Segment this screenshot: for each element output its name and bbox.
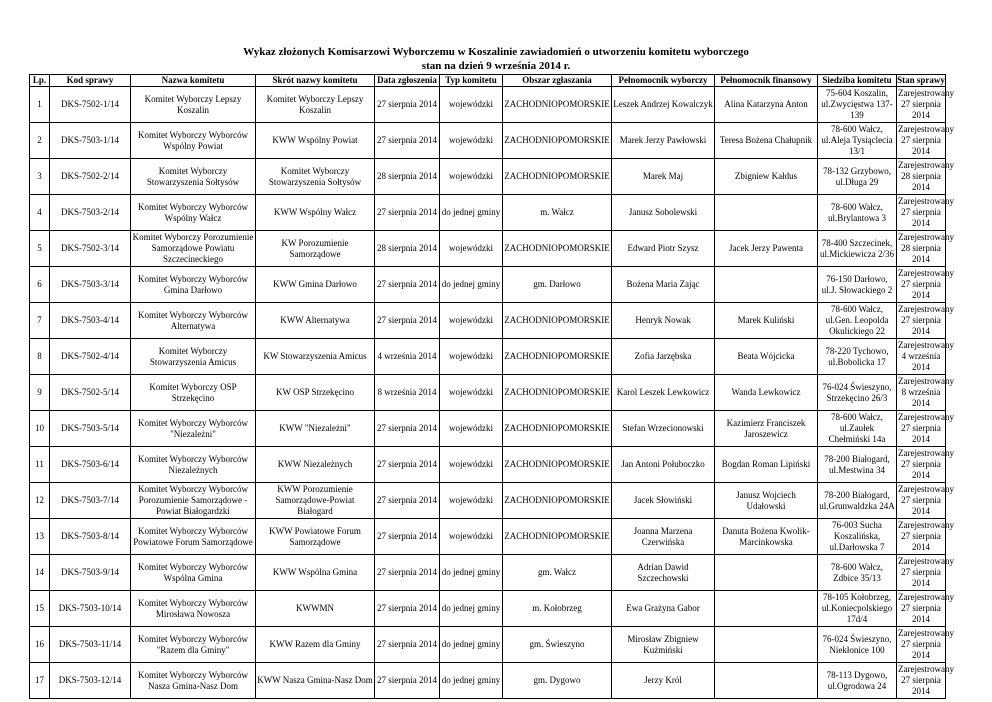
cell-committee-name: Komitet Wyborczy Wyborców Nasza Gmina-Nasz Dom [131, 663, 256, 699]
cell-election-agent: Mirosław Zbigniew Kuźmiński [612, 627, 715, 663]
cell-case-code: DKS-7503-5/14 [50, 411, 131, 447]
column-header-committee-type: Typ komitetu [440, 75, 503, 87]
cell-election-agent: Adrian Dawid Szczechowski [612, 555, 715, 591]
cell-area: ZACHODNIOPOMORSKIE [503, 519, 612, 555]
table-body [30, 87, 954, 699]
cell-area: gm. Świeszyno [503, 627, 612, 663]
table-row [30, 591, 946, 627]
cell-election-agent: Jan Antoni Połuboczko [612, 447, 715, 483]
table-row [30, 123, 946, 159]
cell-committee-name: Komitet Wyborczy Wyborców Mirosława Nowosza [131, 591, 256, 627]
cell-short-name: KWW Niezależnych [256, 447, 375, 483]
cell-committee-type: wojewódzki [440, 123, 503, 159]
cell-short-name: Komitet Wyborczy Lepszy Koszalin [256, 87, 375, 123]
cell-lp: 3 [30, 159, 50, 195]
cell-lp: 8 [30, 339, 50, 375]
cell-submission-date: 28 sierpnia 2014 [375, 231, 440, 267]
cell-election-agent: Henryk Nowak [612, 303, 715, 339]
cell-committee-type: do jednej gminy [440, 555, 503, 591]
cell-short-name: KW OSP Strzekęcino [256, 375, 375, 411]
cell-status: Zarejestrowany 8 września 2014 [897, 375, 946, 411]
cell-committee-type: wojewódzki [440, 411, 503, 447]
document-subtitle: stan na dzień 9 września 2014 r. [421, 60, 571, 72]
cell-lp: 6 [30, 267, 50, 303]
cell-submission-date: 27 sierpnia 2014 [375, 627, 440, 663]
cell-financial-agent: Alina Katarzyna Anton [715, 87, 818, 123]
table-row [30, 447, 946, 483]
cell-election-agent: Janusz Sobolewski [612, 195, 715, 231]
cell-submission-date: 27 sierpnia 2014 [375, 519, 440, 555]
cell-election-agent: Karol Leszek Lewkowicz [612, 375, 715, 411]
cell-short-name: KWW Wspólny Wałcz [256, 195, 375, 231]
cell-status: Zarejestrowany 27 sierpnia 2014 [897, 483, 946, 519]
cell-election-agent: Jacek Słowiński [612, 483, 715, 519]
cell-short-name: KWW Wspólna Gmina [256, 555, 375, 591]
cell-committee-name: Komitet Wyborczy Wyborców Porozumienie Samorządowe - Powiat Białogardzki [131, 483, 256, 519]
table-row [30, 411, 946, 447]
cell-committee-name: Komitet Wyborczy Wyborców Wspólny Wałcz [131, 195, 256, 231]
cell-status: Zarejestrowany 27 sierpnia 2014 [897, 447, 946, 483]
cell-case-code: DKS-7503-2/14 [50, 195, 131, 231]
cell-financial-agent: Bogdan Roman Lipiński [715, 447, 818, 483]
cell-financial-agent: Janusz Wojciech Udałowski [715, 483, 818, 519]
cell-committee-type: wojewódzki [440, 159, 503, 195]
cell-committee-name: Komitet Wyborczy Stowarzyszenia Amicus [131, 339, 256, 375]
cell-committee-type: wojewódzki [440, 447, 503, 483]
header-row [30, 75, 946, 87]
cell-status: Zarejestrowany 27 sierpnia 2014 [897, 663, 946, 699]
cell-seat: 76-024 Świeszyno, Strzekęcino 26/3 [818, 375, 897, 411]
cell-committee-type: do jednej gminy [440, 591, 503, 627]
cell-status: Zarejestrowany 27 sierpnia 2014 [897, 411, 946, 447]
table-row [30, 483, 946, 519]
cell-area: ZACHODNIOPOMORSKIE [503, 87, 612, 123]
cell-case-code: DKS-7502-5/14 [50, 375, 131, 411]
column-header-committee-name: Nazwa komitetu [131, 75, 256, 87]
cell-case-code: DKS-7503-12/14 [50, 663, 131, 699]
column-header-financial-agent: Pełnomocnik finansowy [715, 75, 818, 87]
table-row [30, 195, 946, 231]
cell-election-agent: Leszek Andrzej Kowalczyk [612, 87, 715, 123]
cell-lp: 15 [30, 591, 50, 627]
cell-election-agent: Marek Jerzy Pawłowski [612, 123, 715, 159]
cell-committee-type: wojewódzki [440, 375, 503, 411]
cell-area: m. Kołobrzeg [503, 591, 612, 627]
column-header-lp: Lp. [30, 75, 50, 87]
cell-financial-agent [715, 663, 818, 699]
cell-lp: 1 [30, 87, 50, 123]
cell-case-code: DKS-7503-4/14 [50, 303, 131, 339]
cell-case-code: DKS-7503-10/14 [50, 591, 131, 627]
cell-election-agent: Marek Maj [612, 159, 715, 195]
cell-area: ZACHODNIOPOMORSKIE [503, 447, 612, 483]
cell-short-name: KW Porozumienie Samorządowe [256, 231, 375, 267]
cell-submission-date: 27 sierpnia 2014 [375, 663, 440, 699]
cell-submission-date: 8 września 2014 [375, 375, 440, 411]
cell-committee-name: Komitet Wyborczy OSP Strzekęcino [131, 375, 256, 411]
cell-seat: 78-600 Wałcz, ul.Aleja Tysiąclecia 13/1 [818, 123, 897, 159]
cell-short-name: KWW Porozumienie Samorządowe-Powiat Białogard [256, 483, 375, 519]
cell-lp: 4 [30, 195, 50, 231]
table-row [30, 87, 946, 123]
cell-seat: 78-600 Wałcz, ul.Zaułek Chełmiński 14a [818, 411, 897, 447]
cell-financial-agent: Beata Wójcicka [715, 339, 818, 375]
cell-short-name: Komitet Wyborczy Stowarzyszenia Sołtysów [256, 159, 375, 195]
column-header-case-code: Kod sprawy [50, 75, 131, 87]
cell-submission-date: 27 sierpnia 2014 [375, 303, 440, 339]
cell-lp: 12 [30, 483, 50, 519]
cell-area: ZACHODNIOPOMORSKIE [503, 303, 612, 339]
cell-seat: 75-604 Koszalin, ul.Zwycięstwa 137-139 [818, 87, 897, 123]
cell-short-name: KWW Nasza Gmina-Nasz Dom [256, 663, 375, 699]
cell-committee-name: Komitet Wyborczy Lepszy Koszalin [131, 87, 256, 123]
column-header-short-name: Skrót nazwy komitetu [256, 75, 375, 87]
cell-status: Zarejestrowany 28 sierpnia 2014 [897, 159, 946, 195]
cell-election-agent: Bożena Maria Zając [612, 267, 715, 303]
table-row [30, 159, 946, 195]
cell-seat: 78-200 Białogard, ul.Mestwina 34 [818, 447, 897, 483]
cell-seat: 78-600 Wałcz, Zdbice 35/13 [818, 555, 897, 591]
cell-financial-agent: Teresa Bożena Chałupnik [715, 123, 818, 159]
cell-short-name: KWW Powiatowe Forum Samorządowe [256, 519, 375, 555]
cell-committee-type: wojewódzki [440, 231, 503, 267]
cell-case-code: DKS-7502-3/14 [50, 231, 131, 267]
cell-election-agent: Ewa Grażyna Gabor [612, 591, 715, 627]
cell-area: gm. Dygowo [503, 663, 612, 699]
cell-seat: 78-105 Kołobrzeg, ul.Koniecpolskiego 17d/4 [818, 591, 897, 627]
cell-election-agent: Jerzy Król [612, 663, 715, 699]
cell-status: Zarejestrowany 27 sierpnia 2014 [897, 123, 946, 159]
table-row [30, 303, 946, 339]
cell-seat: 78-600 Wałcz, ul.Gen. Leopolda Okulickiego 22 [818, 303, 897, 339]
cell-case-code: DKS-7503-7/14 [50, 483, 131, 519]
column-header-submission-date: Data zgłoszenia [375, 75, 440, 87]
table-row [30, 519, 946, 555]
table-row [30, 267, 946, 303]
cell-committee-name: Komitet Wyborczy Stowarzyszenia Sołtysów [131, 159, 256, 195]
cell-committee-type: do jednej gminy [440, 627, 503, 663]
cell-committee-name: Komitet Wyborczy Wyborców Wspólna Gmina [131, 555, 256, 591]
cell-status: Zarejestrowany 28 sierpnia 2014 [897, 231, 946, 267]
document-title: Wykaz złożonych Komisarzowi Wyborczemu w Koszalinie zawiadomień o utworzeniu komitetu wyborczego [243, 46, 749, 58]
cell-seat: 76-150 Darłowo, ul.J. Słowackiego 2 [818, 267, 897, 303]
cell-committee-name: Komitet Wyborczy Wyborców Gmina Darłowo [131, 267, 256, 303]
cell-submission-date: 27 sierpnia 2014 [375, 555, 440, 591]
cell-short-name: KW Stowarzyszenia Amicus [256, 339, 375, 375]
cell-short-name: KWWMN [256, 591, 375, 627]
cell-short-name: KWW Wspólny Powiat [256, 123, 375, 159]
cell-lp: 7 [30, 303, 50, 339]
cell-financial-agent: Jacek Jerzy Pawenta [715, 231, 818, 267]
cell-financial-agent: Wanda Lewkowicz [715, 375, 818, 411]
cell-committee-type: do jednej gminy [440, 267, 503, 303]
cell-case-code: DKS-7503-3/14 [50, 267, 131, 303]
cell-committee-type: wojewódzki [440, 339, 503, 375]
cell-status: Zarejestrowany 27 sierpnia 2014 [897, 627, 946, 663]
column-header-status: Stan sprawy [897, 75, 945, 85]
table-row [30, 231, 946, 267]
cell-short-name: KWW Gmina Darłowo [256, 267, 375, 303]
cell-financial-agent: Kazimierz Franciszek Jaroszewicz [715, 411, 818, 447]
cell-financial-agent: Danuta Bożena Kwolik-Marcinkowska [715, 519, 818, 555]
cell-case-code: DKS-7503-9/14 [50, 555, 131, 591]
cell-case-code: DKS-7502-4/14 [50, 339, 131, 375]
cell-lp: 5 [30, 231, 50, 267]
cell-submission-date: 28 sierpnia 2014 [375, 159, 440, 195]
cell-submission-date: 27 sierpnia 2014 [375, 411, 440, 447]
cell-area: gm. Darłowo [503, 267, 612, 303]
cell-case-code: DKS-7503-8/14 [50, 519, 131, 555]
cell-status: Zarejestrowany 4 września 2014 [897, 339, 946, 375]
cell-status: Zarejestrowany 27 sierpnia 2014 [897, 87, 946, 123]
cell-committee-type: wojewódzki [440, 303, 503, 339]
cell-committee-name: Komitet Wyborczy Wyborców Powiatowe Forum Samorządowe [131, 519, 256, 555]
cell-case-code: DKS-7502-1/14 [50, 87, 131, 123]
cell-lp: 10 [30, 411, 50, 447]
column-header-election-agent: Pełnomocnik wyborczy [612, 75, 715, 87]
cell-area: ZACHODNIOPOMORSKIE [503, 339, 612, 375]
table-row [30, 627, 946, 663]
cell-submission-date: 4 września 2014 [375, 339, 440, 375]
cell-status: Zarejestrowany 27 sierpnia 2014 [897, 303, 946, 339]
cell-submission-date: 27 sierpnia 2014 [375, 591, 440, 627]
cell-financial-agent: Zbigniew Kałdus [715, 159, 818, 195]
cell-committee-type: wojewódzki [440, 87, 503, 123]
cell-status: Zarejestrowany 27 sierpnia 2014 [897, 519, 946, 555]
cell-submission-date: 27 sierpnia 2014 [375, 123, 440, 159]
cell-case-code: DKS-7503-6/14 [50, 447, 131, 483]
cell-submission-date: 27 sierpnia 2014 [375, 267, 440, 303]
cell-financial-agent [715, 591, 818, 627]
cell-committee-name: Komitet Wyborczy Wyborców "Niezależni" [131, 411, 256, 447]
cell-status: Zarejestrowany 27 sierpnia 2014 [897, 267, 946, 303]
cell-area: ZACHODNIOPOMORSKIE [503, 231, 612, 267]
cell-area: ZACHODNIOPOMORSKIE [503, 123, 612, 159]
cell-case-code: DKS-7502-2/14 [50, 159, 131, 195]
cell-area: ZACHODNIOPOMORSKIE [503, 483, 612, 519]
cell-committee-name: Komitet Wyborczy Wyborców Niezależnych [131, 447, 256, 483]
table-row [30, 555, 946, 591]
cell-submission-date: 27 sierpnia 2014 [375, 447, 440, 483]
cell-lp: 16 [30, 627, 50, 663]
cell-lp: 9 [30, 375, 50, 411]
cell-committee-type: wojewódzki [440, 483, 503, 519]
cell-lp: 13 [30, 519, 50, 555]
column-header-seat: Siedziba komitetu [818, 75, 897, 87]
cell-financial-agent [715, 555, 818, 591]
table-row [30, 375, 946, 411]
cell-submission-date: 27 sierpnia 2014 [375, 483, 440, 519]
cell-seat: 78-132 Grzybowo, ul.Długa 29 [818, 159, 897, 195]
cell-seat: 78-600 Wałcz, ul.Brylantowa 3 [818, 195, 897, 231]
cell-election-agent: Edward Piotr Szysz [612, 231, 715, 267]
cell-committee-type: do jednej gminy [440, 663, 503, 699]
cell-seat: 76-024 Świeszyno, Niekłonice 100 [818, 627, 897, 663]
cell-area: m. Wałcz [503, 195, 612, 231]
cell-lp: 17 [30, 663, 50, 699]
cell-area: ZACHODNIOPOMORSKIE [503, 159, 612, 195]
cell-financial-agent: Marek Kuliński [715, 303, 818, 339]
cell-election-agent: Stefan Wrzecionowski [612, 411, 715, 447]
cell-seat: 78-200 Białogard, ul.Grunwaldzka 24A [818, 483, 897, 519]
column-header-area: Obszar zgłaszania [503, 75, 612, 87]
cell-financial-agent [715, 627, 818, 663]
table-row [30, 663, 946, 699]
committees-table [29, 74, 954, 699]
cell-area: gm. Wałcz [503, 555, 612, 591]
table-header [30, 75, 946, 87]
cell-seat: 78-220 Tychowo, ul.Bobolicka 17 [818, 339, 897, 375]
cell-seat: 76-003 Sucha Koszalińska, ul.Darłowska 7 [818, 519, 897, 555]
cell-committee-type: do jednej gminy [440, 195, 503, 231]
cell-lp: 2 [30, 123, 50, 159]
cell-short-name: KWW "Niezależni" [256, 411, 375, 447]
cell-committee-name: Komitet Wyborczy Wyborców Wspólny Powiat [131, 123, 256, 159]
cell-short-name: KWW Alternatywa [256, 303, 375, 339]
cell-election-agent: Zofia Jarzębska [612, 339, 715, 375]
cell-status: Zarejestrowany 27 sierpnia 2014 [897, 195, 946, 231]
cell-area: ZACHODNIOPOMORSKIE [503, 411, 612, 447]
cell-committee-name: Komitet Wyborczy Porozumienie Samorządowe Powiatu Szczecineckiego [131, 231, 256, 267]
cell-financial-agent [715, 195, 818, 231]
cell-short-name: KWW Razem dla Gminy [256, 627, 375, 663]
cell-financial-agent [715, 267, 818, 303]
cell-status: Zarejestrowany 27 sierpnia 2014 [897, 555, 946, 591]
table-row [30, 339, 946, 375]
cell-seat: 78-400 Szczecinek, ul.Mickiewicza 2/36 [818, 231, 897, 267]
cell-case-code: DKS-7503-11/14 [50, 627, 131, 663]
cell-lp: 14 [30, 555, 50, 591]
cell-seat: 78-113 Dygowo, ul.Ogrodowa 24 [818, 663, 897, 699]
cell-committee-name: Komitet Wyborczy Wyborców "Razem dla Gminy" [131, 627, 256, 663]
cell-committee-name: Komitet Wyborczy Wyborców Alternatywa [131, 303, 256, 339]
cell-lp: 11 [30, 447, 50, 483]
cell-committee-type: wojewódzki [440, 519, 503, 555]
cell-case-code: DKS-7503-1/14 [50, 123, 131, 159]
cell-status: Zarejestrowany 27 sierpnia 2014 [897, 591, 946, 627]
cell-submission-date: 27 sierpnia 2014 [375, 87, 440, 123]
cell-election-agent: Joanna Marzena Czerwińska [612, 519, 715, 555]
cell-submission-date: 27 sierpnia 2014 [375, 195, 440, 231]
cell-area: ZACHODNIOPOMORSKIE [503, 375, 612, 411]
